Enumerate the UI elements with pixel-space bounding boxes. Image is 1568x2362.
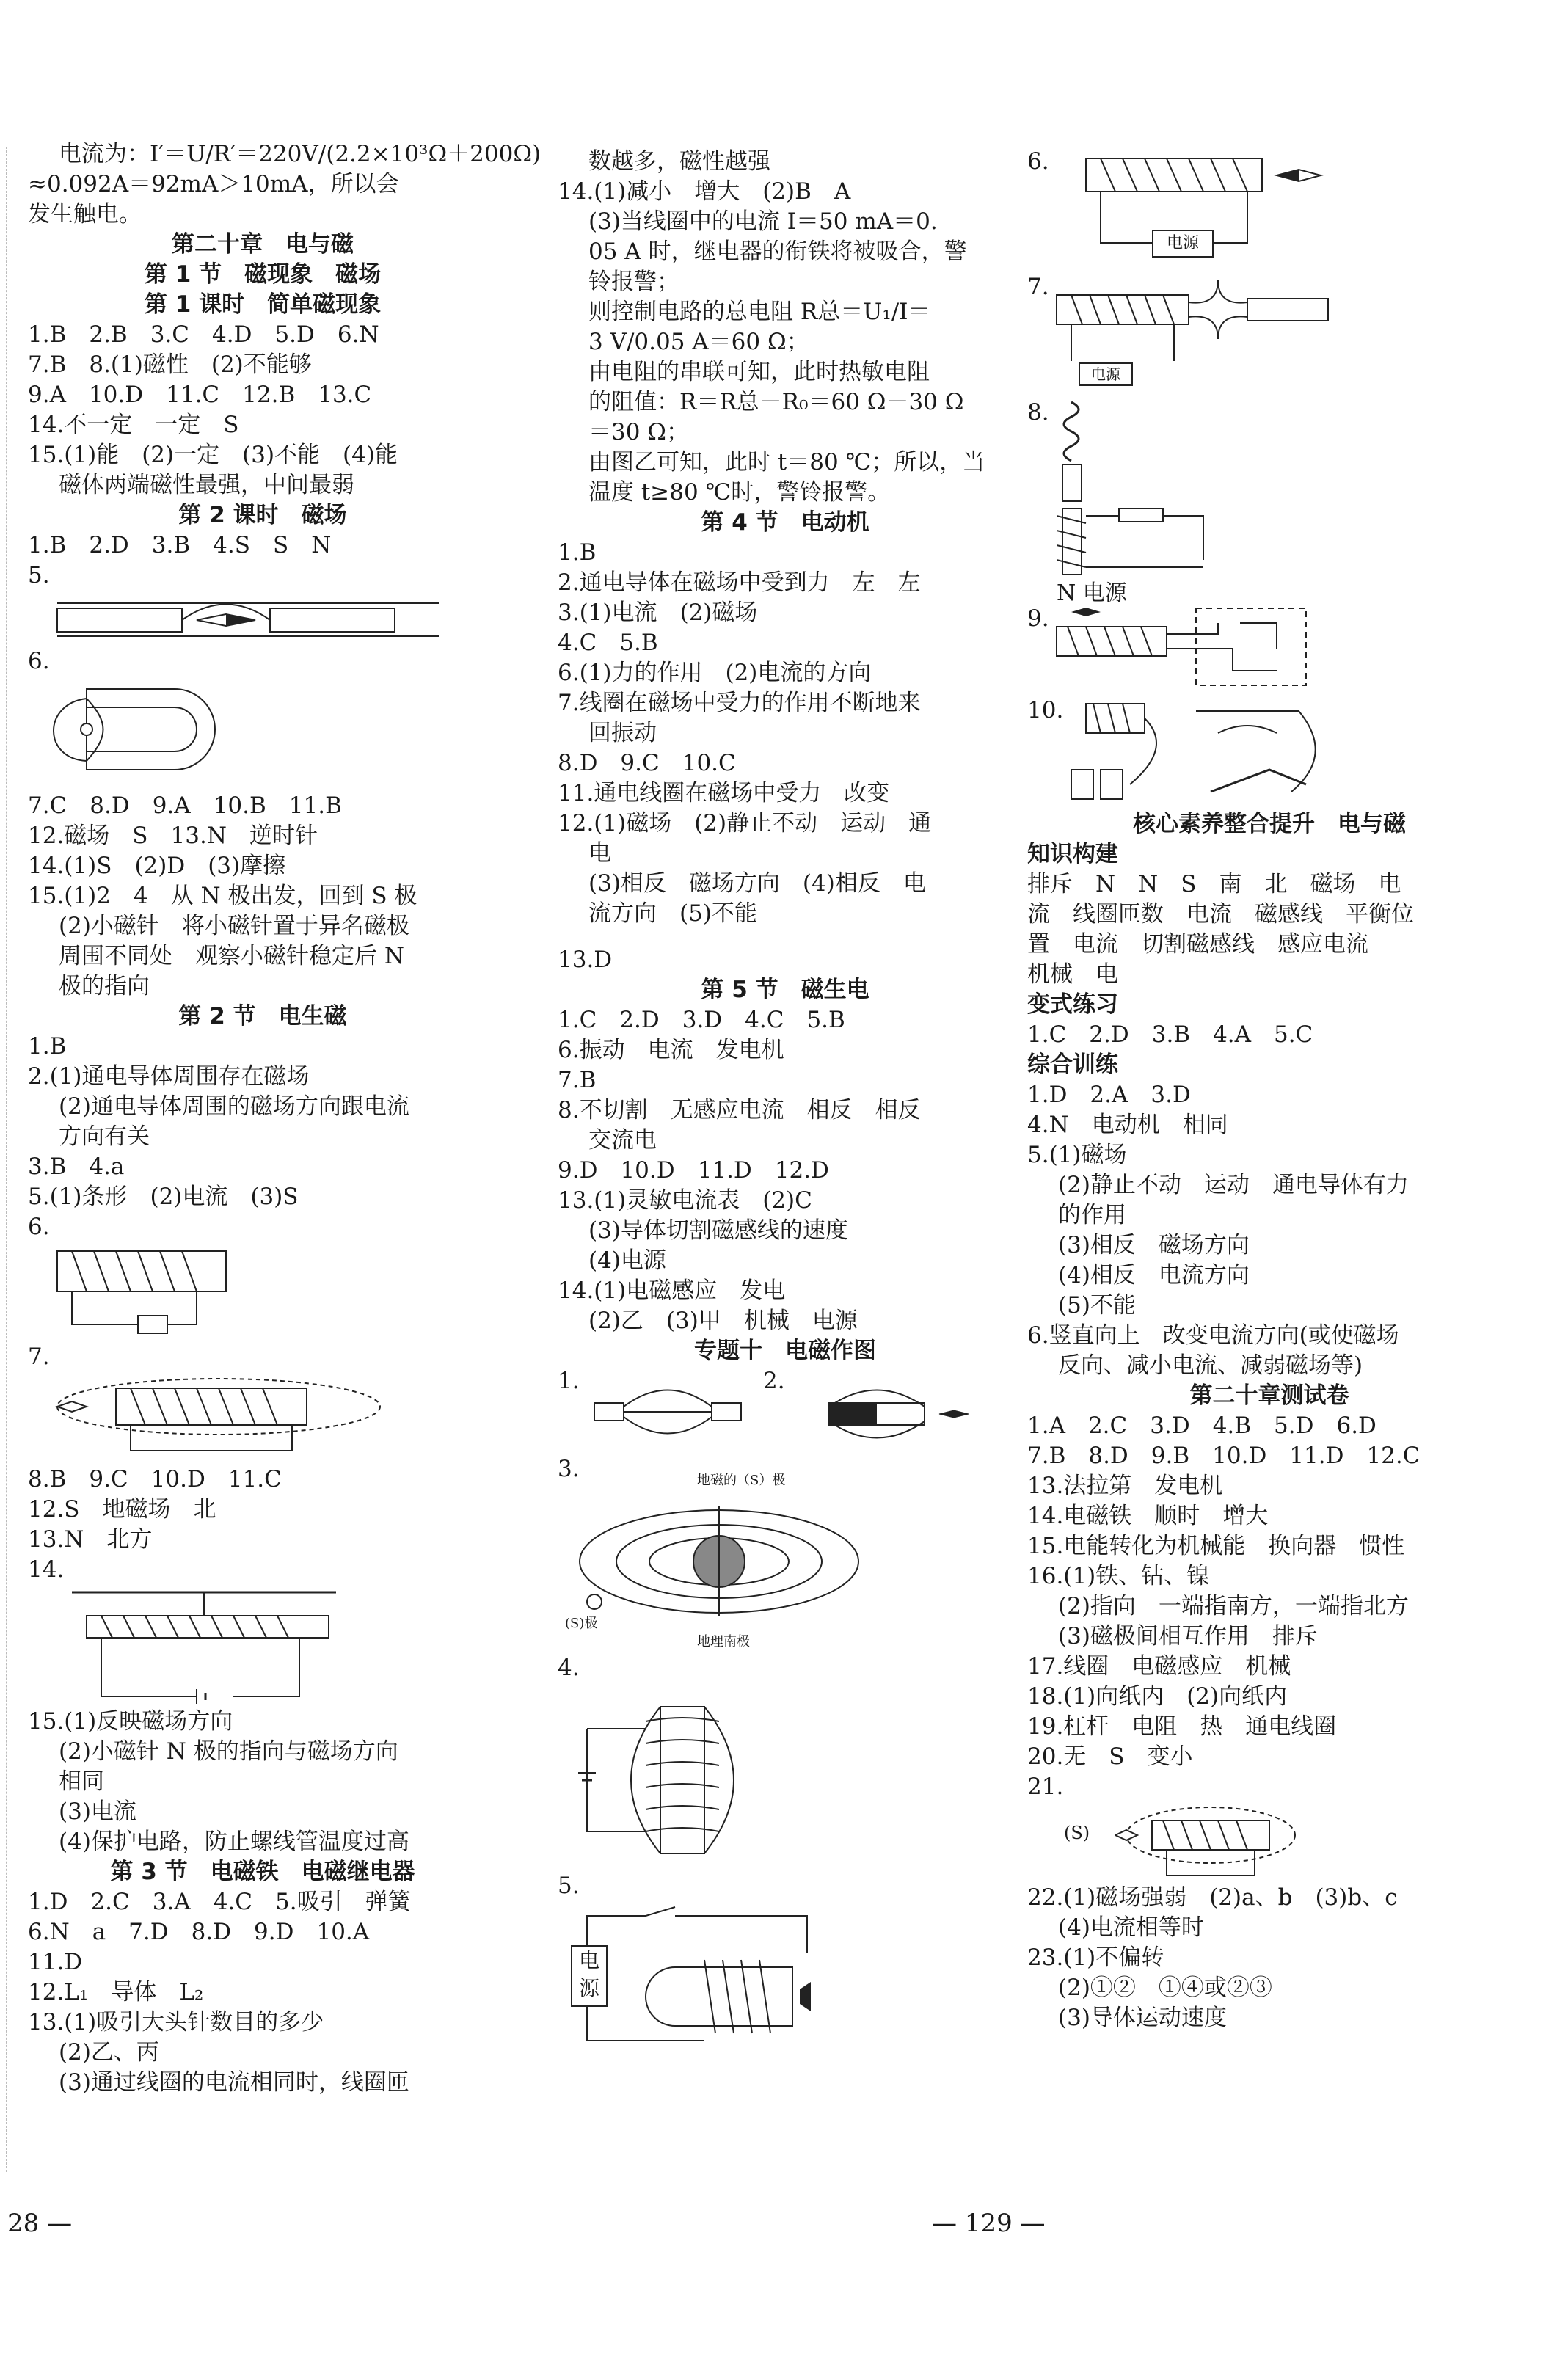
answer-line: 3.(1)电流 (2)磁场 [558, 599, 758, 626]
answer-line: 21. [1027, 1774, 1064, 1800]
spring-electromagnet-drawing [1057, 398, 1247, 582]
question-number: 6. [28, 648, 50, 674]
question-number: 1. [558, 1368, 580, 1394]
answer-line: (2)通电导体周围的磁场方向跟电流 [59, 1093, 409, 1120]
figure-like-poles-field [580, 1374, 763, 1447]
answer-line: 极的指向 [59, 973, 150, 999]
answer-line: (2)指向 一端指南方，一端指北方 [1058, 1593, 1409, 1619]
subheading: 变式练习 [1027, 991, 1118, 1018]
figure-electromagnet-circuit [558, 1901, 1013, 2048]
figure-earth-magnetic-field [558, 1473, 1013, 1653]
answer-line: 13.D [558, 947, 613, 973]
answer-line: (4)相反 电流方向 [1058, 1262, 1250, 1288]
answer-line: (4)保护电路，防止螺线管温度过高 [59, 1829, 409, 1855]
question-number: 4. [558, 1655, 580, 1681]
answer-line: 8.B 9.C 10.D 11.C [28, 1466, 282, 1492]
question-number: 9. [1027, 605, 1049, 632]
answer-line: 16.(1)铁、钴、镍 [1027, 1563, 1210, 1589]
power-source-box [571, 1945, 608, 2007]
text-line: ≈0.092A＝92mA＞10mA，所以会 [28, 171, 399, 197]
answer-line: (3)通过线圈的电流相同时，线圈匝 [59, 2069, 409, 2096]
answer-line: 1.C 2.D 3.B 4.A 5.C [1027, 1021, 1313, 1048]
answer-line: (3)导体运动速度 [1058, 2005, 1227, 2031]
question-number: 5. [558, 1873, 580, 1899]
power-label: 电 [578, 1948, 599, 1972]
topic-heading: 专题十 电磁作图 [694, 1338, 876, 1364]
power-source-label: 电源 [1079, 362, 1133, 386]
text-line: 电流为：I′＝U/R′＝220V/(2.2×10³Ω＋200Ω) [59, 141, 541, 167]
answer-line: 1.D 2.A 3.D [1027, 1082, 1191, 1108]
answer-line: 则控制电路的总电阻 R总＝U₁/I＝ [588, 299, 931, 325]
answer-line: 相同 [59, 1768, 104, 1795]
answer-line: 8.D 9.C 10.C [558, 750, 736, 776]
answer-line: 交流电 [588, 1127, 657, 1153]
answer-line: 电 [588, 840, 611, 867]
section-heading: 第 1 节 磁现象 磁场 [144, 261, 382, 288]
figure-label: (S) [1064, 1823, 1090, 1843]
answer-line: 方向有关 [59, 1123, 150, 1150]
answer-line: 12.(1)磁场 (2)静止不动 运动 通 [558, 810, 932, 836]
answer-line: 23.(1)不偏转 [1027, 1944, 1164, 1971]
question-number: 8. [1027, 399, 1049, 426]
answer-line: 7.线圈在磁场中受力的作用不断地来 [558, 690, 921, 716]
question-number: 7. [28, 1344, 50, 1370]
question-number: 3. [558, 1456, 580, 1482]
answer-line: 6.(1)力的作用 (2)电流的方向 [558, 660, 872, 686]
answer-line: 温度 t≥80 ℃时，警铃报警。 [588, 479, 891, 506]
text-line: 发生触电。 [28, 201, 142, 227]
figure-label: (S)极 [565, 1616, 598, 1631]
answer-line: 15.(1)能 (2)一定 (3)不能 (4)能 [28, 442, 398, 468]
answer-line: 流 线圈匝数 电流 磁感线 平衡位 [1027, 901, 1414, 927]
answer-line: 15.(1)反映磁场方向 [28, 1708, 233, 1735]
answer-line: 1.A 2.C 3.D 4.B 5.D 6.D [1027, 1413, 1376, 1439]
section-heading: 第二十章测试卷 [1189, 1382, 1349, 1409]
answer-line: (3)当线圈中的电流 I＝50 mA＝0. [588, 208, 938, 235]
answer-line: 12.S 地磁场 北 [28, 1496, 216, 1523]
figure-q6 [1027, 177, 1512, 272]
figure-q21 [1027, 1802, 1512, 1883]
figure-label: 地磁的（S）极 [697, 1473, 786, 1488]
answer-line: 流方向 (5)不能 [588, 900, 757, 927]
answer-line: 17.线圈 电磁感应 机械 [1027, 1653, 1291, 1680]
answer-line: 4.N 电动机 相同 [1027, 1112, 1228, 1138]
section-heading: 第 3 节 电磁铁 电磁继电器 [110, 1859, 415, 1885]
lesson-heading: 第 1 课时 简单磁现象 [144, 291, 382, 318]
answer-line: (2)小磁针 将小磁针置于异名磁极 [59, 913, 409, 939]
section-heading: 核心素养整合提升 电与磁 [1133, 811, 1406, 837]
lesson-heading: 第 2 课时 磁场 [178, 502, 347, 528]
answer-line: (2)①② ①④或②③ [1058, 1975, 1272, 2001]
answer-line: 排斥 N N S 南 北 磁场 电 [1027, 871, 1401, 897]
answer-line: 14.(1)减小 增大 (2)B A [558, 178, 851, 205]
subheading: 综合训练 [1027, 1051, 1118, 1078]
answer-line: 由电阻的串联可知，此时热敏电阻 [588, 359, 930, 385]
answer-line: (4)电源 [588, 1247, 666, 1274]
power-label: 源 [578, 1976, 599, 2000]
answer-line: 1.B [28, 1033, 67, 1060]
answer-line: 13.N 北方 [28, 1526, 153, 1553]
answer-line: (3)相反 磁场方向 [1058, 1232, 1250, 1258]
figure-q7 [1027, 302, 1512, 398]
answer-line: 12.L₁ 导体 L₂ [28, 1979, 204, 2005]
answer-line: 14.电磁铁 顺时 增大 [1027, 1503, 1269, 1529]
answer-line: 7.B 8.(1)磁性 (2)不能够 [28, 351, 312, 378]
answer-line: 反向、减小电流、减弱磁场等) [1058, 1352, 1363, 1379]
figure-label: N 电源 [1057, 580, 1127, 606]
column-left [28, 139, 541, 2098]
power-source-label: 电源 [1152, 230, 1214, 258]
answer-line: (5)不能 [1058, 1292, 1136, 1319]
answer-line: 15.电能转化为机械能 换向器 惯性 [1027, 1533, 1405, 1559]
binding-edge-rule [6, 147, 7, 2172]
answer-line: (2)静止不动 运动 通电导体有力 [1058, 1172, 1409, 1198]
answer-line: 18.(1)向纸内 (2)向纸内 [1027, 1683, 1288, 1710]
question-number: 2. [763, 1368, 785, 1394]
question-number: 6. [1027, 148, 1049, 175]
answer-line: (4)电流相等时 [1058, 1914, 1204, 1941]
answer-line: 4.C 5.B [558, 630, 658, 656]
answer-line: 5.(1)磁场 [1027, 1142, 1127, 1168]
figure-compass-between-magnets [28, 592, 468, 644]
answer-line: ＝30 Ω； [588, 419, 690, 445]
answer-line: 14.(1)S (2)D (3)摩擦 [28, 853, 286, 879]
figure-q8 [1027, 428, 1512, 604]
figure-solenoid-field-lines [28, 1374, 468, 1462]
question-number: 6. [28, 1214, 50, 1240]
answer-line: 1.B 2.B 3.C 4.D 5.D 6.N [28, 321, 379, 348]
solenoid-field-drawing [1115, 1802, 1335, 1883]
answer-line: 周围不同处 观察小磁针稳定后 N [59, 943, 404, 969]
earth-field-drawing [572, 1492, 983, 1631]
electromagnet-drawing [558, 1901, 998, 2048]
answer-line: (3)相反 磁场方向 (4)相反 电 [588, 870, 926, 897]
answer-line: 12.磁场 S 13.N 逆时针 [28, 823, 318, 849]
answer-line: 3 V/0.05 A＝60 Ω； [588, 329, 809, 355]
answer-line: 6.N a 7.D 8.D 9.D 10.A [28, 1919, 370, 1945]
answer-line: 11.通电线圈在磁场中受力 改变 [558, 780, 890, 806]
answer-line: 13.(1)吸引大头针数目的多少 [28, 2009, 324, 2035]
question-number: 14. [28, 1556, 65, 1583]
answer-line: 置 电流 切割磁感线 感应电流 [1027, 931, 1368, 958]
answer-line: 3.B 4.a [28, 1153, 125, 1180]
figure-q9-alarm-circuit [1027, 605, 1335, 693]
answer-line: 5.(1)条形 (2)电流 (3)S [28, 1184, 299, 1210]
answer-line: 8.不切割 无感应电流 相反 相反 [558, 1097, 921, 1123]
answer-line: 14.不一定 一定 S [28, 412, 239, 438]
answer-line: 6.振动 电流 发电机 [558, 1037, 784, 1063]
answer-line: 20.无 S 变小 [1027, 1743, 1193, 1770]
subheading: 知识构建 [1027, 841, 1118, 867]
figure-label: 地理南极 [697, 1634, 750, 1650]
answer-line: 7.C 8.D 9.A 10.B 11.B [28, 792, 342, 819]
answer-line: 2.(1)通电导体周围存在磁场 [28, 1063, 310, 1090]
figures-row-1-2 [558, 1366, 1013, 1454]
figure-bar-magnet-compasses [785, 1374, 1005, 1454]
answer-line: 14.(1)电磁感应 发电 [558, 1277, 786, 1304]
answer-line: (3)导体切割磁感线的速度 [588, 1217, 848, 1244]
answer-line: (2)乙、丙 [59, 2039, 159, 2066]
answer-line: 13.(1)灵敏电流表 (2)C [558, 1187, 812, 1214]
answer-line: 机械 电 [1027, 961, 1118, 988]
answer-line: 回振动 [588, 720, 657, 746]
figure-hanging-solenoid [28, 1586, 468, 1704]
answer-line: 11.D [28, 1949, 83, 1975]
section-heading: 第 4 节 电动机 [701, 509, 869, 536]
answer-line: 05 A 时，继电器的衔铁将被吸合，警 [588, 238, 967, 265]
answer-line: 1.D 2.C 3.A 4.C 5.吸引 弹簧 [28, 1889, 411, 1915]
answer-line: 13.法拉第 发电机 [1027, 1473, 1223, 1499]
question-number: 5. [28, 562, 50, 588]
answer-line: 的作用 [1058, 1202, 1126, 1228]
section-heading: 第 2 节 电生磁 [178, 1003, 347, 1029]
answer-line: 6.竖直向上 改变电流方向(或使磁场 [1027, 1322, 1399, 1349]
question-number: 7. [1027, 274, 1049, 300]
question-number: 10. [1027, 697, 1064, 723]
answer-line: 由图乙可知，此时 t＝80 ℃；所以，当 [588, 449, 985, 475]
figure-solenoid-circuit [28, 1244, 468, 1339]
answer-line: 1.C 2.D 3.D 4.C 5.B [558, 1007, 845, 1033]
answer-line: 的阻值：R＝R总－R₀＝60 Ω－30 Ω [588, 389, 964, 415]
chapter-heading: 第二十章 电与磁 [172, 231, 354, 258]
answer-line: 9.D 10.D 11.D 12.D [558, 1157, 829, 1184]
answer-line: (2)小磁针 N 极的指向与磁场方向 [59, 1738, 398, 1765]
answer-line: 数越多，磁性越强 [588, 148, 770, 175]
answer-line: 铃报警； [588, 269, 679, 295]
figure-u-magnet-field [28, 678, 468, 788]
figure-q10-circuit-setup [1027, 696, 1438, 806]
answer-line: (2)乙 (3)甲 机械 电源 [588, 1308, 858, 1334]
column-middle [558, 147, 1013, 2048]
answer-line: 磁体两端磁性最强，中间最弱 [59, 472, 354, 498]
answer-line: (3)磁极间相互作用 排斥 [1058, 1623, 1318, 1650]
section-heading: 第 5 节 磁生电 [701, 977, 869, 1003]
answer-line: 2.通电导体在磁场中受到力 左 左 [558, 569, 921, 596]
column-right [1027, 147, 1512, 2033]
answer-line: 15.(1)2 4 从 N 极出发，回到 S 极 [28, 883, 417, 909]
answer-line: 1.B 2.D 3.B 4.S S N [28, 532, 332, 558]
answer-line: 22.(1)磁场强弱 (2)a、b (3)b、c [1027, 1884, 1398, 1911]
answer-line: 7.B [558, 1067, 597, 1093]
page-number-left: 28 — [7, 2209, 73, 2238]
answer-line: 1.B [558, 539, 597, 566]
answer-line: (3)电流 [59, 1798, 136, 1825]
answer-line: 7.B 8.D 9.B 10.D 11.D 12.C [1027, 1443, 1421, 1469]
answer-line: 19.杠杆 电阻 热 通电线圈 [1027, 1713, 1337, 1740]
figure-solenoid-n-pole [558, 1685, 998, 1868]
answer-line: 9.A 10.D 11.C 12.B 13.C [28, 382, 372, 408]
page-number-right: — 129 — [932, 2209, 1046, 2238]
